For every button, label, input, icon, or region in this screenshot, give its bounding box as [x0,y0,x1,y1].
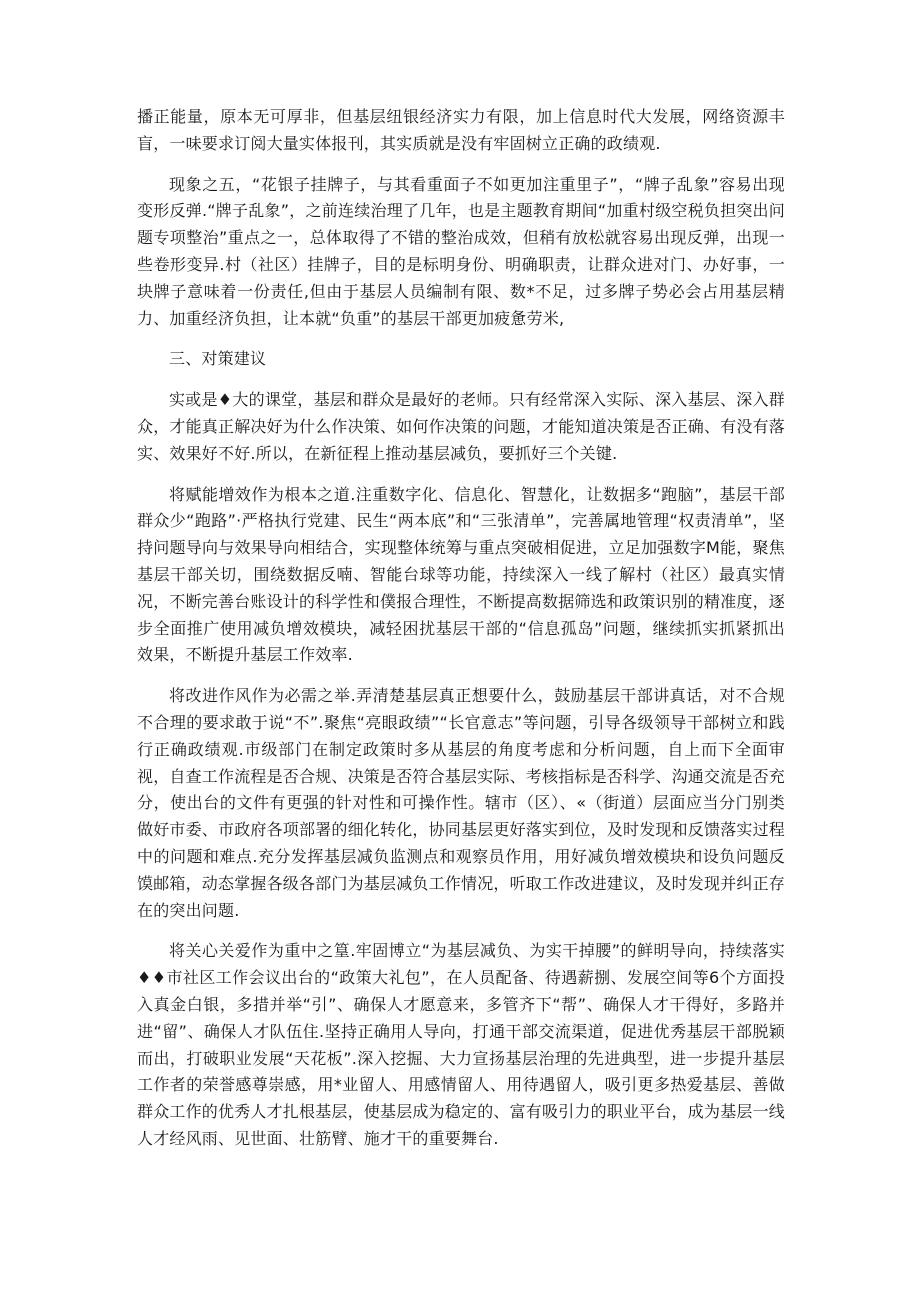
paragraph-5: 将改进作风作为必需之举.弄清楚基层真正想要什么，鼓励基层干部讲真话，对不合规不合理的要求敢于说“不”.聚焦“亮眼政绩”“长官意志”等问题，引导各级领导干部树立和践行正确政绩观.市级部门在制定政策时多从基层的角度考虑和分析问题，自上而下全面审视，自查工作流程是否合规、决策是否符合基层实际、考核指标是否科学、沟通交流是否充分，使出台的文件有更强的针对性和可操作性。辖市（区）、«（街道）层面应当分门别类做好市委、市政府各项部署的细化转化，协同基层更好落实到位，及时发现和反馈落实过程中的问题和难点.充分发挥基层减负监测点和观察员作用，用好减负增效模块和设负问题反馍邮箱，动态掌握各级各部门为基层减负工作情况，听取工作改进建议，及时发现并纠正存在的突出问题. [137,686,786,920]
paragraph-2: 现象之五，“花银子挂牌子，与其看重面子不如更加注重里子”，“牌子乱象”容易出现变形反弹.“牌子乱象”，之前连续治理了几年，也是主题教育期间“加重村级空税负担突出问题专项整治”重点之一，总体取得了不错的整治成效，但稍有放松就容易出现反弹，出现一些卷形变异.村（社区）挂牌子，目的是标明身份、明确职责，让群众进对门、办好事，一块牌子意味着一份责任,但由于基层人员编制有限、数*不足，过多牌子势必会占用基层精力、加重经济负担，让本就“负重”的基层干部更加疲惫劳米, [137,174,785,328]
paragraph-1: 播正能量，原本无可厚非，但基层纽银经济实力有限，加上信息时代大发展，网络资源丰盲，一味要求订阅大量实体报刊，其实质就是没有牢固树立正确的政绩观. [137,107,785,153]
paragraph-6: 将关心关爱作为重中之篁.牢固博立“为基层减负、为实干掉腰”的鲜明导向，持续落实♦♦市社区工作会议出台的“政策大礼包”，在人员配备、待遇薪捌、发展空间等6个方面投入真金白银，多措并举“引”、确保人才愿意来，多管齐下“帮”、确保人才干得好，多路并进“留”、确保人才队伍住.坚持正确用人导向，打通干部交流渠道，促进优秀基层干部脱颖而出，打破职业发展“天花板”.深入挖掘、大力宣扬基层治理的先进典型，进一步提升基层工作者的荣誉感尊崇感，用*业留人、用感情留人、用待遇留人，吸引更多热爱基层、善做群众工作的优秀人才扎根基层，使基层成为稳定的、富有吸引力的职业平台，成为基层一线人才经风雨、见世面、壮筋臂、施才干的重要舞台. [137,941,786,1148]
paragraph-4: 将赋能增效作为根本之道.注重数字化、信息化、智慧化，让数据多“跑脑”，基层干部群众少“跑路”·严格执行党建、民生“两本底”和“三张清单”，完善属地管理“权责清单”，坚持问题导向与效果导向相结合，实现整体统筹与重点突破相促进，立足加强数字M能，聚焦基层干部关切，围绕数据反喃、智能台球等功能，持续深入一线了解村（社区）最真实情况，不断完善台账设计的科学性和僕报合理性，不断提高数据筛选和政策识别的精准度，逐步全面推广使用减负增效模块，减轻困扰基层干部的“信息孤岛”问题，继续抓实抓紧抓出效果，不断提升基层工作效率. [137,484,786,665]
document-body [137,104,785,1167]
paragraph-3: 实或是♦大的课堂，基层和群众是最好的老师。只有经常深入实际、深入基层、深入群众，才能真正解决好为什么作决策、如何作决策的问题，才能知道决策是否正确、有没有落实、效果好不好.所以，在新征程上推动基层减负，要抓好三个关键. [137,390,786,463]
section-heading: 三、对策建议 [169,349,267,369]
